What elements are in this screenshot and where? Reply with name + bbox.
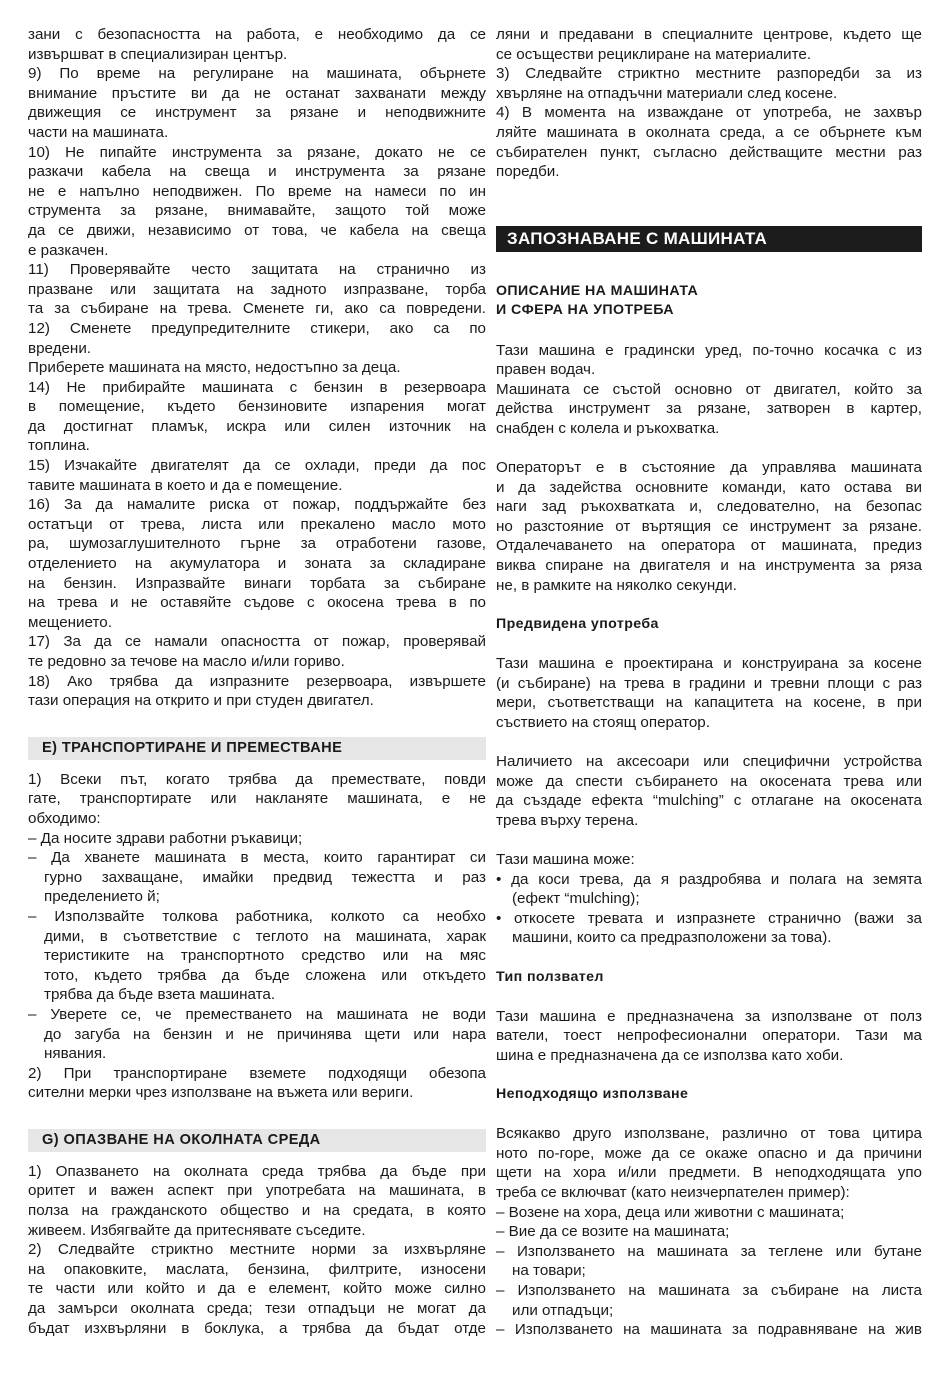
text-line: струмента за рязане, внимавайте, защото той може bbox=[28, 202, 486, 220]
text-line: ра, шумозаглушителното гърне за отработени газове, bbox=[28, 535, 486, 553]
text-line: хвърляне на отпадъчни материали след косене. bbox=[496, 84, 838, 102]
text-line: 18) Ако трябва да изпразните резервоара, извършете bbox=[28, 672, 486, 690]
text-line: виква спиране на двигателя и на инструмента за ряза bbox=[496, 557, 922, 575]
capabilities-list bbox=[496, 850, 922, 948]
text-line: 16) За да намалите риска от пожар, поддържайте без bbox=[28, 496, 486, 514]
text-line: съствието на стоящ оператор. bbox=[496, 713, 710, 731]
list-item: – Вие да се возите на машината; bbox=[496, 1223, 730, 1241]
text-line: 12) Сменете предупредителните стикери, ако са по bbox=[28, 319, 486, 337]
text-line: внимание пръстите ви да не останат захванати между bbox=[28, 84, 486, 102]
intended-use-heading: Предвидена употреба bbox=[496, 615, 659, 632]
text-line: до загуба на бензин и не причинява щети или нара bbox=[44, 1025, 486, 1043]
text-line: правен водач. bbox=[496, 361, 596, 379]
text-line: Приберете машината на място, недостъпно за деца. bbox=[28, 359, 401, 377]
left-column bbox=[28, 25, 486, 1338]
text-line: снабден с колела и ръкохватка. bbox=[496, 419, 720, 437]
misuse-list bbox=[496, 1124, 922, 1340]
section-g-heading: G) ОПАЗВАНЕ НА ОКОЛНАТА СРЕДА bbox=[28, 1129, 486, 1152]
text-line: та за събиране на трева. Сменете ги, ако са повредени. bbox=[28, 300, 486, 318]
text-line: бъдат изхвърляни в боклука, а трябва да бъдат отде bbox=[28, 1319, 486, 1337]
text-line: се осъществи рециклиране на материалите. bbox=[496, 45, 812, 63]
text-line: 17) За да се намали опасността от пожар, проверявай bbox=[28, 633, 486, 651]
text-line: Тази машина е проектирана и конструирана за косене bbox=[496, 655, 922, 673]
text-line: тото, където трябва да бъде сложена или откъдето bbox=[44, 966, 486, 984]
text-line: тази операция на открито и при студен двигател. bbox=[28, 692, 374, 710]
list-item: – Използването на машината за теглене или бутане bbox=[496, 1242, 922, 1260]
text-line: гате, транспортирате или накланяте машината, е не bbox=[28, 790, 486, 808]
text-line: дими, в съответствие с теглото на машината, харак bbox=[44, 927, 486, 945]
text-line: треба се включват (като неизчерпателен пример): bbox=[496, 1184, 850, 1202]
text-line: полза на гражданското общество и на средата, в която bbox=[28, 1202, 486, 1220]
operator-paragraph bbox=[496, 458, 922, 595]
misuse-heading: Неподходящо използване bbox=[496, 1086, 689, 1103]
text-line: нявания. bbox=[44, 1045, 107, 1063]
text-line: ватели, тоест непрофесионални оператори. Тази ма bbox=[496, 1027, 922, 1045]
section-g-text bbox=[28, 1162, 486, 1338]
text-line: живеем. Избягвайте да притеснявате съседите. bbox=[28, 1221, 366, 1239]
text-line: пределението й; bbox=[44, 888, 160, 906]
text-line: трябва да бъде взета машината. bbox=[44, 986, 276, 1004]
text-line: е разкачен. bbox=[28, 241, 109, 259]
text-line: Всякакво друго използване, различно от това цитира bbox=[496, 1125, 922, 1143]
text-line: събирателен пункт, съгласно действащите местни раз bbox=[496, 143, 922, 161]
chapter-title-band: ЗАПОЗНАВАНЕ С МАШИНАТА bbox=[496, 226, 922, 252]
section-heading: И СФЕРА НА УПОТРЕБА bbox=[496, 302, 674, 319]
text-line: вредени. bbox=[28, 339, 92, 357]
text-line: теристиките на транспортното средство или на мяс bbox=[44, 947, 486, 965]
text-line: (и събиране) на трева в градини и тревни площи с раз bbox=[496, 674, 922, 692]
section-e-heading: E) ТРАНСПОРТИРАНЕ И ПРЕМЕСТВАНЕ bbox=[28, 737, 486, 760]
text-line: Машината се състой основно от двигател, който за bbox=[496, 380, 922, 398]
text-line: щети на хора и/или предмети. В неподходящата упо bbox=[496, 1164, 922, 1182]
text-line: наги зад ръкохватката и, следователно, на безопас bbox=[496, 498, 922, 516]
text-line: да достигнат пламък, искра или силен източник на bbox=[28, 417, 486, 435]
text-line: трева върху терена. bbox=[496, 811, 639, 829]
text-line: (ефект “mulching); bbox=[512, 890, 640, 908]
text-line: 1) Всеки път, когато трябва да премествате, повди bbox=[28, 770, 486, 788]
text-line: 4) В момента на изваждане от употреба, не захвър bbox=[496, 104, 922, 122]
text-line: но разстояние от въртящия се инструмент за рязане. bbox=[496, 517, 922, 535]
text-line: Отдалечаването на оператора от машината, предиз bbox=[496, 537, 922, 555]
section-e-text bbox=[28, 770, 486, 1103]
list-item: – Използването на машината за събиране на листа bbox=[496, 1282, 922, 1300]
text-line: не е напълно неподвижен. По време на намеси по ин bbox=[28, 182, 486, 200]
text-line: движещия се инструмент за рязане и неподвижните bbox=[28, 104, 486, 122]
text-line: празване или защитата на задното изпразване, торба bbox=[28, 280, 486, 298]
list-item: – Возене на хора, деца или животни с машината; bbox=[496, 1203, 845, 1221]
text-line: на трева и не оставяйте съдове с окосена трева в по bbox=[28, 594, 486, 612]
list-item: • откосете тревата и изпразнете странично (важи за bbox=[496, 909, 922, 927]
text-line: и да задейства основните команди, като остава ви bbox=[496, 478, 922, 496]
list-item: – Използвайте толкова работника, колкото са необхо bbox=[28, 907, 486, 925]
user-type-heading: Тип ползвател bbox=[496, 968, 604, 985]
text-line: тавите машината в което и да е помещение. bbox=[28, 476, 343, 494]
list-item: – Да носите здрави работни ръкавици; bbox=[28, 829, 303, 847]
text-line: топлина. bbox=[28, 437, 90, 455]
text-line: 11) Проверявайте често защитата на странично из bbox=[28, 261, 486, 279]
text-line: остатъци от трева, листа или прекалено масло мото bbox=[28, 515, 486, 533]
text-line: Наличието на аксесоари или специфични устройства bbox=[496, 753, 922, 770]
user-type-paragraph bbox=[496, 1007, 922, 1066]
text-line: може да спести събирането на окосената трева или bbox=[496, 772, 922, 790]
safety-rules-text bbox=[28, 25, 486, 711]
accessories-paragraph bbox=[496, 752, 922, 830]
text-line: ното по-горе, може да се окаже опасно и да причини bbox=[496, 1144, 922, 1162]
list-item: – Уверете се, че преместването на машината не води bbox=[28, 1005, 486, 1023]
text-line: Тази машина е градински уред, по-точно косачка с из bbox=[496, 341, 922, 359]
list-item: – Използването на машината за подравняване на жив bbox=[496, 1321, 922, 1339]
text-line: те редовно за течове на масло и/или гориво. bbox=[28, 653, 345, 670]
text-line: действа инструмент за рязане, затворен в картер, bbox=[496, 400, 922, 418]
text-line: поредби. bbox=[496, 163, 560, 181]
text-line: разкачи кабела на свеща и инструмента за рязане bbox=[28, 163, 486, 181]
text-line: ляйте машината в околната среда, а се обърнете към bbox=[496, 123, 922, 141]
text-line: 2) Следвайте стриктно местните норми за изхвърляне bbox=[28, 1241, 486, 1259]
text-line: или отпадъци; bbox=[512, 1301, 614, 1319]
text-line: части на машината. bbox=[28, 123, 169, 141]
text-line: 3) Следвайте стриктно местните разпоредби за из bbox=[496, 65, 922, 83]
right-column bbox=[496, 25, 922, 1340]
text-line: 9) По време на регулиране на машината, обърнете bbox=[28, 65, 486, 83]
text-line: да създаде ефекта “mulching” с отлагане на окосената bbox=[496, 792, 922, 810]
text-line: 10) Не пипайте инструмента за рязане, докато не се bbox=[28, 143, 486, 161]
section-heading: ОПИСАНИЕ НА МАШИНАТА bbox=[496, 282, 699, 299]
text-line: 15) Изчакайте двигателят да се охлади, преди да пос bbox=[28, 457, 486, 475]
text-line: обходимо: bbox=[28, 809, 101, 827]
text-line: на товари; bbox=[512, 1262, 586, 1280]
text-line: мещението. bbox=[28, 613, 112, 631]
text-line: 14) Не прибирайте машината с бензин в резервоара bbox=[28, 378, 486, 396]
text-line: оритет и важен аспект при употребата на машината, в bbox=[28, 1182, 486, 1200]
text-line: мери, съответстващи на капацитета на косене, в при bbox=[496, 694, 922, 712]
text-line: шина е предназначена да се използва като хоби. bbox=[496, 1046, 844, 1064]
text-line: на опаковките, маслата, бензина, филтрите, износени bbox=[28, 1260, 486, 1278]
text-line: ляни и предавани в специалните центрове, където ще bbox=[496, 26, 922, 43]
text-line: гурно захващане, имайки предвид тежестта и раз bbox=[44, 868, 486, 886]
text-line: да замърси околната среда; тези отпадъци не могат да bbox=[28, 1300, 486, 1318]
text-line: зани с безопасността на работа, е необходимо да се bbox=[28, 26, 486, 43]
text-line: сителни мерки чрез използване на въжета или вериги. bbox=[28, 1084, 414, 1102]
text-line: извършват в специализиран център. bbox=[28, 45, 288, 63]
environment-continued-text bbox=[496, 25, 922, 182]
list-item: – Да хванете машината в места, които гарантират си bbox=[28, 849, 486, 867]
text-line: да се движи, независимо от това, че кабела на свеща bbox=[28, 221, 486, 239]
text-line: 1) Опазването на околната среда трябва да бъде при bbox=[28, 1162, 486, 1180]
text-line: те части или който и да е елемент, който може силно bbox=[28, 1280, 486, 1298]
text-line: Тази машина може: bbox=[496, 850, 635, 868]
text-line: отделението на акумулатора и зоната за складиране bbox=[28, 555, 486, 573]
text-line: машини, които са предразположени за това). bbox=[512, 929, 832, 947]
list-item: • да коси трева, да я раздробява и полага на земята bbox=[496, 870, 922, 888]
text-line: Операторът е в състояние да управлява машината bbox=[496, 459, 922, 477]
text-line: на бензин. Изпразвайте винаги торбата за събиране bbox=[28, 574, 486, 592]
text-line: 2) При транспортиране вземете подходящи обезопа bbox=[28, 1064, 486, 1082]
intended-use-paragraph bbox=[496, 654, 922, 732]
description-paragraph bbox=[496, 341, 922, 439]
text-line: в помещение, където бензиновите изпарения могат bbox=[28, 398, 486, 416]
text-line: не, в рамките на няколко секунди. bbox=[496, 576, 737, 594]
text-line: Тази машина е предназначена за използване от полз bbox=[496, 1007, 922, 1025]
